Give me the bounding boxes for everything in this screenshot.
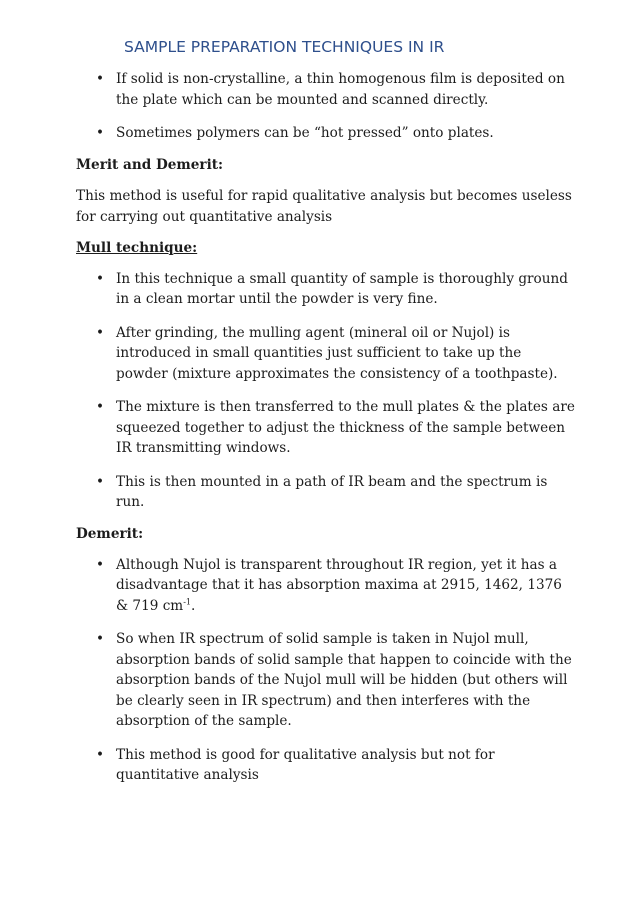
page-title: SAMPLE PREPARATION TECHNIQUES IN IR xyxy=(124,38,445,56)
demerit-bullet-list xyxy=(76,555,576,786)
mull-bullet-list xyxy=(76,269,576,513)
merit-paragraph: This method is useful for rapid qualitative analysis but becomes useless for carrying out quantitative analysis xyxy=(76,187,572,225)
mull-heading: Mull technique: xyxy=(76,239,198,256)
list-item: • In this technique a small quantity of sample is thoroughly ground in a clean mortar until the powder is very fine. xyxy=(92,269,576,310)
intro-bullet-list xyxy=(76,69,576,144)
list-item: • Sometimes polymers can be “hot pressed” onto plates. xyxy=(92,123,576,144)
list-item: • The mixture is then transferred to the mull plates & the plates are squeezed together to adjust the thickness of the sample between IR transmitting windows. xyxy=(92,397,576,459)
list-item: • This is then mounted in a path of IR beam and the spectrum is run. xyxy=(92,472,576,513)
demerit-text: Although Nujol is transparent throughout IR region, yet it has a disadvantage that it has absorption maxima at 2915, 1462, 1376 & 719 cm xyxy=(116,556,562,614)
demerit-heading: Demerit: xyxy=(76,525,144,542)
list-item xyxy=(92,555,576,617)
list-item: • So when IR spectrum of solid sample is taken in Nujol mull, absorption bands of solid sample that happen to coincide with the absorption bands of the Nujol mull will be hidden (but others will be clearly seen in IR spectrum) and then interferes with the absorption of the sample. xyxy=(92,629,576,732)
list-item: • This method is good for qualitative analysis but not for quantitative analysis xyxy=(92,745,576,786)
list-item: • After grinding, the mulling agent (mineral oil or Nujol) is introduced in small quantities just sufficient to take up the powder (mixture approximates the consistency of a toothpaste). xyxy=(92,323,576,385)
merit-heading: Merit and Demerit: xyxy=(76,156,224,173)
demerit-end: . xyxy=(191,597,196,614)
list-item: • If solid is non-crystalline, a thin homogenous film is deposited on the plate which can be mounted and scanned directly. xyxy=(92,69,576,110)
superscript: -1 xyxy=(183,596,191,606)
